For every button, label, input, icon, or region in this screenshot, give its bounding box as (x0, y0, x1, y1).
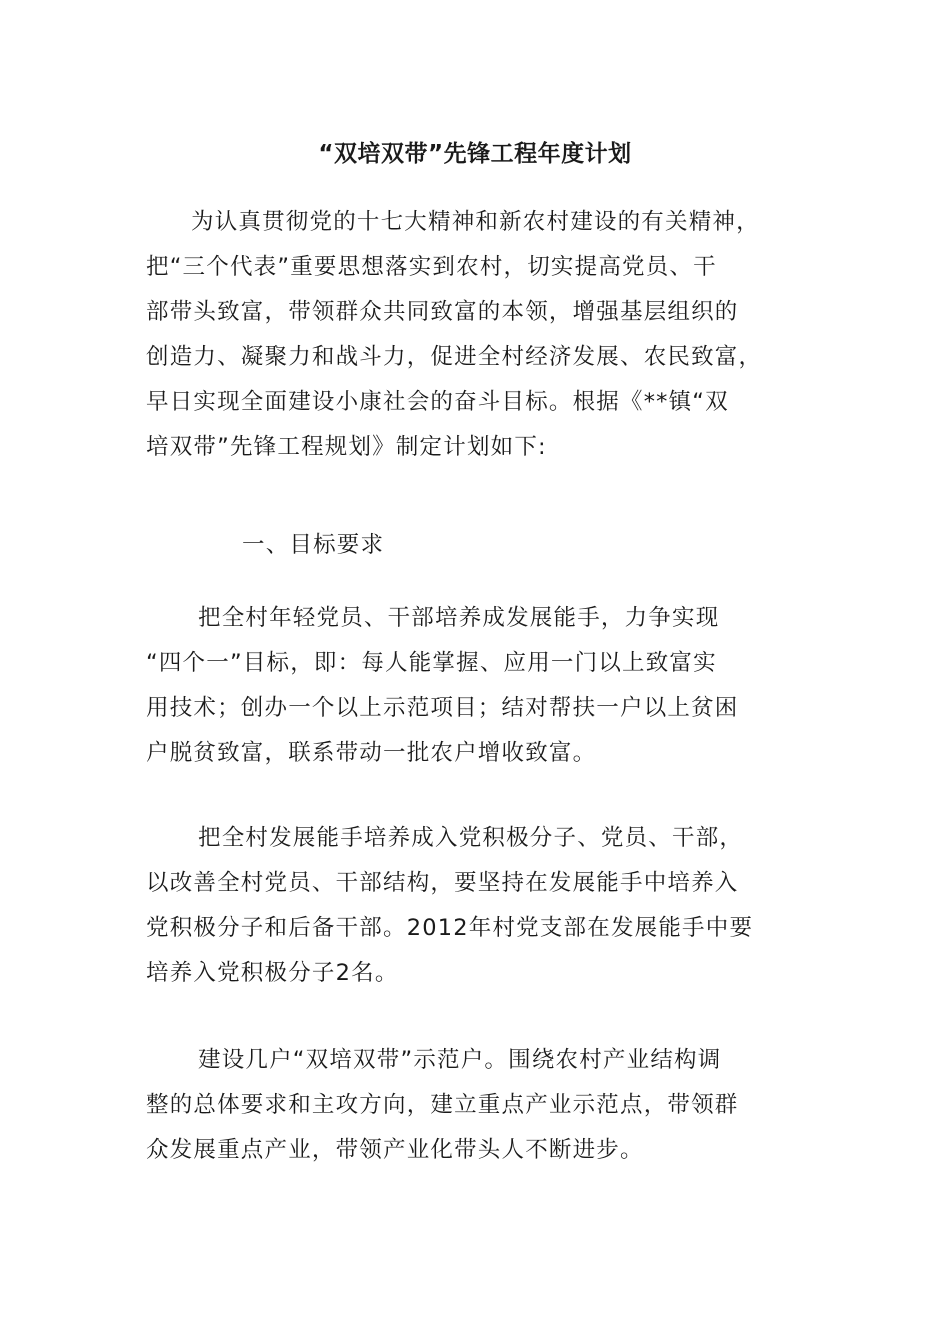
document-title: “双培双带”先锋工程年度计划 (318, 141, 632, 167)
intro-line: 创造力、凝聚力和战斗力，促进全村经济发展、农民致富， (146, 344, 763, 370)
section-heading (146, 523, 806, 568)
goal-paragraph-2 (146, 816, 806, 996)
intro-paragraph (146, 200, 806, 470)
paragraph-line: 以改善全村党员、干部结构，要坚持在发展能手中培养入 (146, 870, 739, 896)
section-1-heading: 一、目标要求 (242, 532, 385, 558)
intro-line: 早日实现全面建设小康社会的奋斗目标。根据《**镇“双 (146, 389, 729, 415)
intro-line: 把“三个代表”重要思想落实到农村，切实提高党员、干 (146, 254, 717, 280)
paragraph-line: 众发展重点产业，带领产业化带头人不断进步。 (146, 1137, 644, 1163)
intro-line: 部带头致富，带领群众共同致富的本领，增强基层组织的 (146, 299, 739, 325)
paragraph-line: “四个一”目标，即：每人能掌握、应用一门以上致富实 (146, 650, 717, 676)
paragraph-line: 把全村发展能手培养成入党积极分子、党员、干部， (198, 825, 744, 851)
paragraph-line: 建设几户“双培双带”示范户。围绕农村产业结构调 (198, 1047, 722, 1073)
goal-paragraph-3 (146, 1038, 806, 1173)
paragraph-line: 用技术；创办一个以上示范项目；结对帮扶一户以上贫困 (146, 695, 739, 721)
paragraph-line: 党积极分子和后备干部。2012年村党支部在发展能手中要 (146, 915, 754, 941)
intro-line: 为认真贯彻党的十七大精神和新农村建设的有关精神， (191, 209, 760, 235)
paragraph-line: 培养入党积极分子2名。 (146, 960, 399, 986)
intro-line: 培双带”先锋工程规划》制定计划如下: (146, 434, 547, 460)
paragraph-line: 整的总体要求和主攻方向，建立重点产业示范点，带领群 (146, 1092, 739, 1118)
paragraph-line: 户脱贫致富，联系带动一批农户增收致富。 (146, 740, 597, 766)
goal-paragraph-1 (146, 596, 806, 776)
paragraph-line: 把全村年轻党员、干部培养成发展能手，力争实现 (198, 605, 720, 631)
